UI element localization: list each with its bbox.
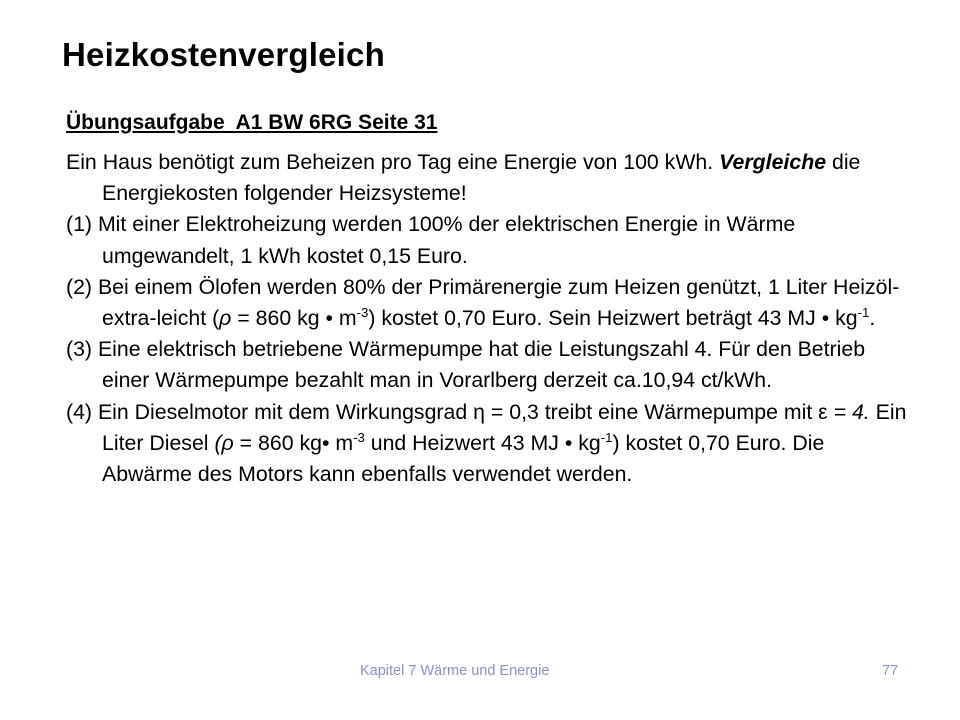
item-4-rho: (ρ bbox=[214, 430, 234, 455]
page-number: 77 bbox=[882, 663, 899, 679]
item-2-part-c: ) kostet 0,70 Euro. Sein Heizwert beträgt 43 MJ • kg bbox=[368, 306, 858, 331]
item-4-epsilon-value: = 4. bbox=[827, 399, 870, 424]
item-2-part-d: . bbox=[869, 306, 876, 331]
intro-paragraph bbox=[66, 147, 916, 209]
exponent-minus-3: -3 bbox=[353, 429, 365, 445]
item-1: (1) Mit einer Elektroheizung werden 100% der elektrischen Energie in Wärme umgewandelt, 1 kWh kostet 0,15 Euro. bbox=[66, 212, 796, 268]
exponent-minus-1: -1 bbox=[857, 304, 870, 320]
item-2 bbox=[66, 272, 916, 334]
epsilon-symbol: ε bbox=[818, 399, 828, 424]
item-4-part-a: (4) Ein Dieselmotor mit dem Wirkungsgrad η = 0,3 treibt eine Wärmepumpe mit bbox=[66, 399, 819, 424]
exercise-subtitle: Übungsaufgabe A1 BW 6RG Seite 31 bbox=[66, 111, 438, 134]
item-4 bbox=[66, 397, 916, 491]
item-4-part-g: ) kostet 0,70 Euro. Die Abwärme des Motors kann ebenfalls verwendet werden. bbox=[102, 430, 825, 487]
intro-line: Ein Haus benötigt zum Beheizen pro Tag eine Energie von 100 kWh. bbox=[66, 150, 714, 174]
slide-title: Heizkostenvergleich bbox=[62, 36, 385, 73]
item-4-part-f: und Heizwert 43 MJ • kg bbox=[364, 430, 601, 455]
exponent-minus-3: -3 bbox=[356, 304, 369, 320]
item-4-part-e: = 860 kg• m bbox=[233, 430, 354, 455]
item-3: (3) Eine elektrisch betriebene Wärmepumpe hat die Leistungszahl 4. Für den Betrieb einer Wärmepumpe bezahlt man in Vorarlberg derzeit ca.10,94 ct/kWh. bbox=[66, 337, 866, 393]
exponent-minus-1: -1 bbox=[600, 429, 613, 445]
item-4-part-c: Ein Liter Diesel bbox=[102, 399, 907, 455]
item-2-part-a: (2) Bei einem Ölofen werden 80% der Primärenergie zum Heizen genützt, 1 Liter Heizöl-extra-leicht ( bbox=[66, 274, 900, 331]
intro-rest: die Energiekosten folgender Heizsysteme! bbox=[102, 150, 861, 206]
exercise-body bbox=[66, 147, 916, 490]
intro-verb: Vergleiche bbox=[719, 150, 827, 174]
rho-symbol: ρ bbox=[219, 306, 232, 331]
item-2-part-b: = 860 kg • m bbox=[231, 306, 357, 331]
footer-chapter: Kapitel 7 Wärme und Energie bbox=[360, 663, 550, 679]
